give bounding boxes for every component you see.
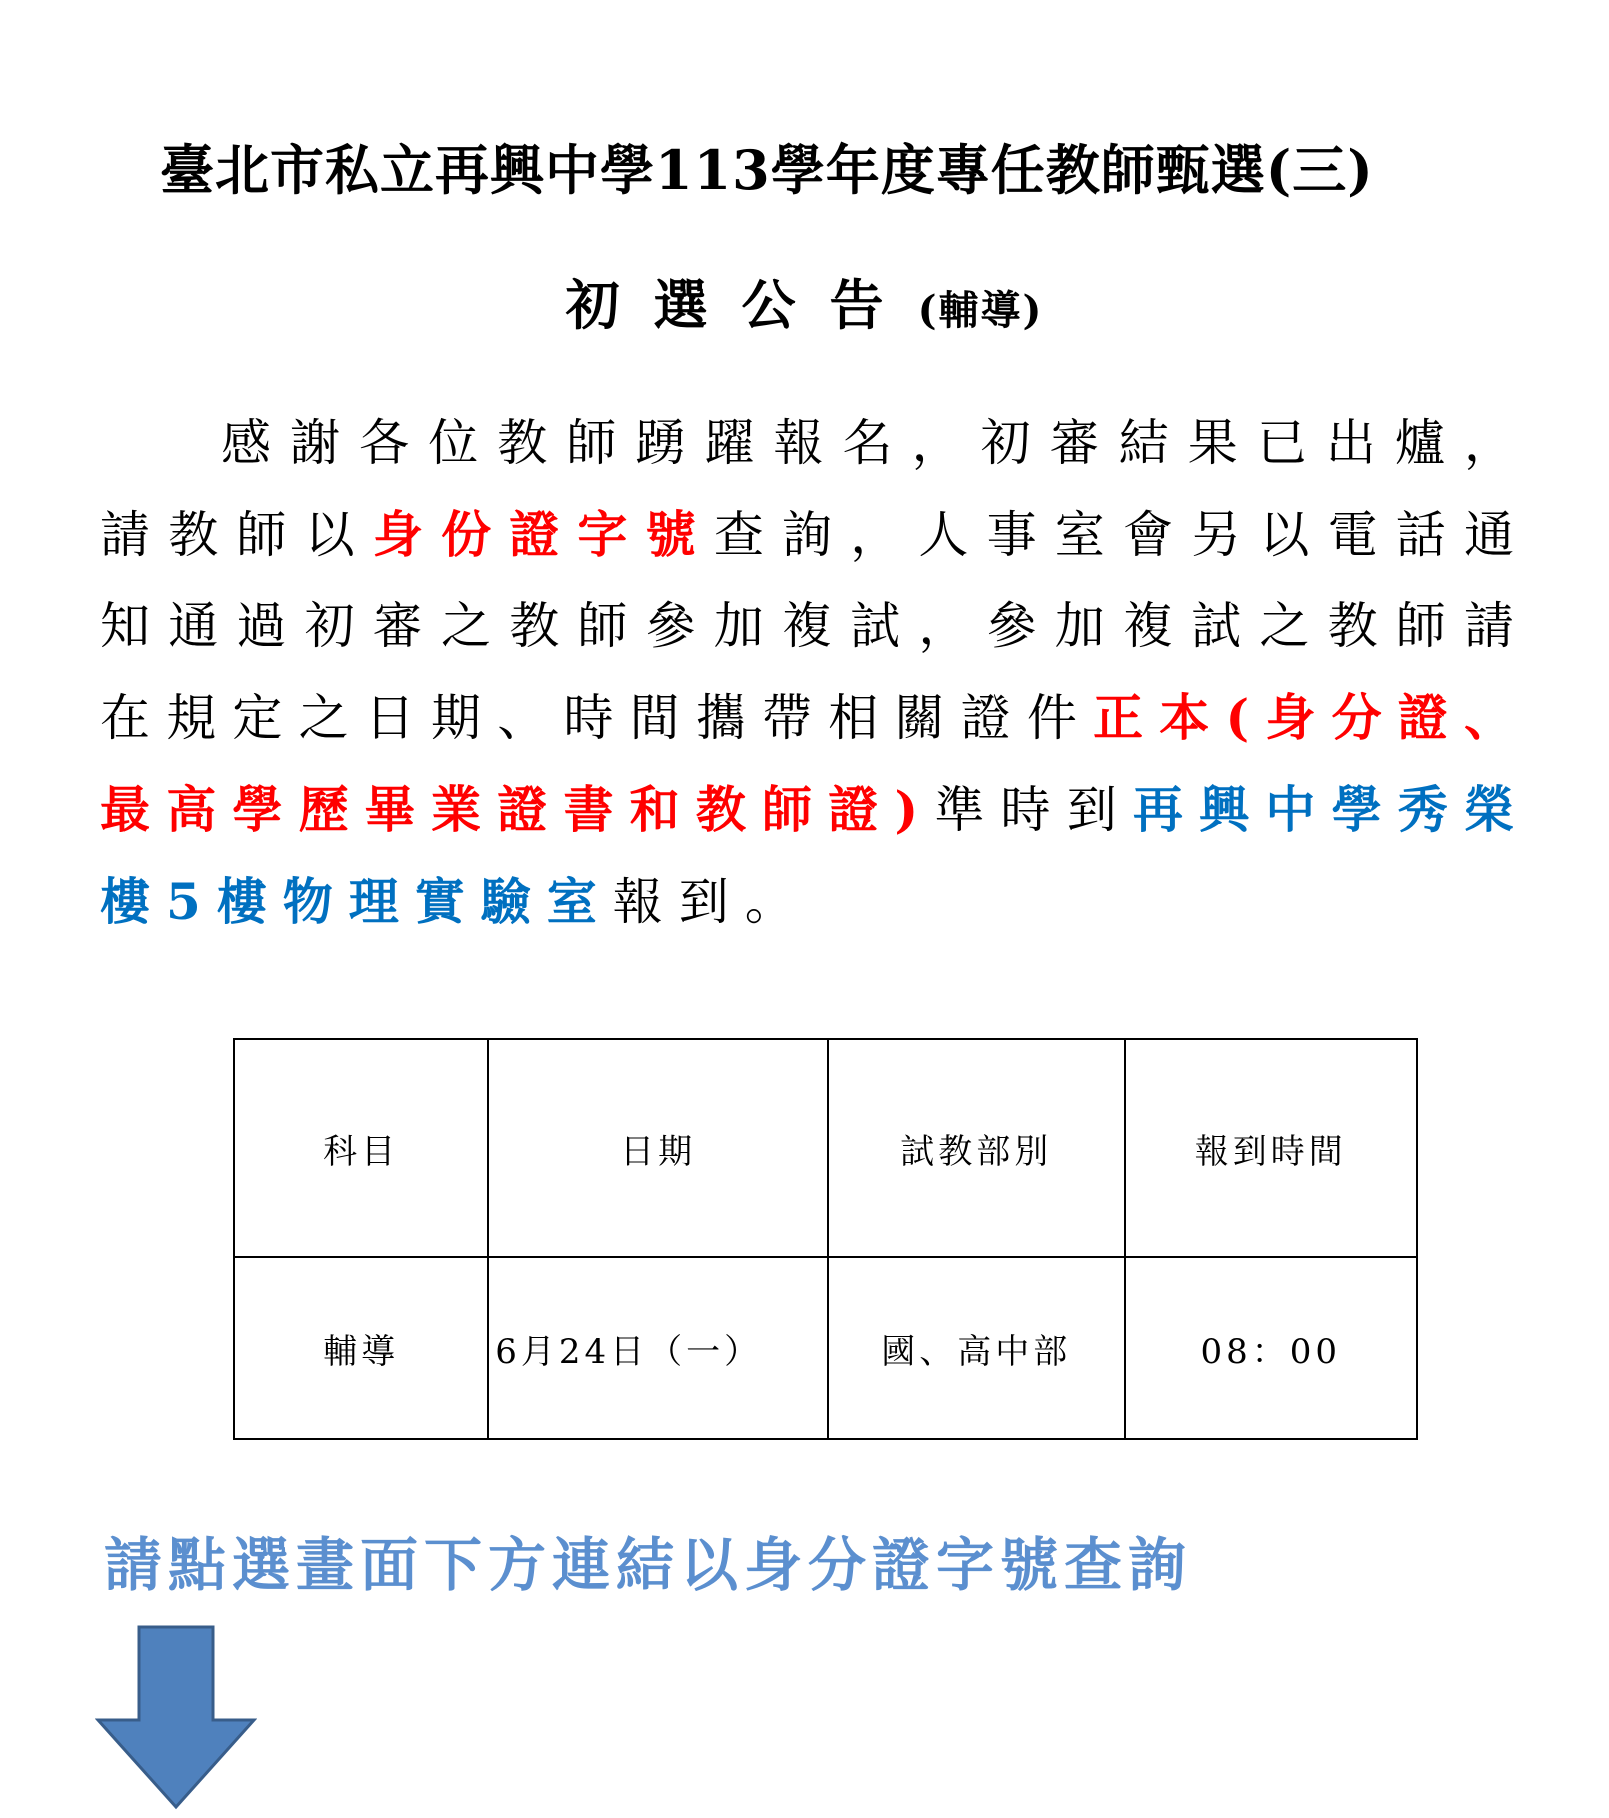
header-date: 日期 bbox=[488, 1039, 828, 1257]
table-header-row bbox=[234, 1039, 1417, 1257]
cell-checkin-time: 08：00 bbox=[1125, 1257, 1417, 1439]
notice-title: 臺北市私立再興中學113學年度專任教師甄選(三) bbox=[160, 138, 1374, 202]
down-arrow-icon bbox=[95, 1625, 257, 1810]
paragraph-to: 準時到 bbox=[934, 781, 1133, 839]
paragraph-intro: 感謝各位教師踴躍報名，初審結果已出爐，請教師以 bbox=[100, 414, 1530, 564]
cell-subject: 輔導 bbox=[234, 1257, 488, 1439]
location-highlight: 再興中學秀榮樓5樓物理實驗室 bbox=[100, 780, 1530, 931]
documents-highlight: 正本(身分證、最高學歷畢業證書和教師證) bbox=[100, 688, 1530, 839]
schedule-table bbox=[233, 1038, 1418, 1440]
subtitle-main: 初選公告 bbox=[565, 273, 918, 337]
notice-paragraph bbox=[100, 398, 1530, 948]
header-division: 試教部別 bbox=[828, 1039, 1125, 1257]
table-row bbox=[234, 1257, 1417, 1439]
notice-subtitle bbox=[0, 263, 1609, 340]
header-subject: 科目 bbox=[234, 1039, 488, 1257]
id-number-highlight: 身份證字號 bbox=[372, 505, 714, 564]
subtitle-note: (輔導) bbox=[917, 287, 1044, 334]
cell-division: 國、高中部 bbox=[828, 1257, 1125, 1439]
query-instruction: 請點選畫面下方連結以身分證字號查詢 bbox=[104, 1531, 1193, 1599]
header-checkin-time: 報到時間 bbox=[1125, 1039, 1417, 1257]
cell-date: 6月24日（一） bbox=[488, 1257, 828, 1439]
paragraph-end: 報到。 bbox=[612, 873, 811, 931]
paragraph-mid: 查詢，人事室會另以電話通知通過初審之教師參加複試，參加複試之教師請在規定之日期、時間攜帶相關證件 bbox=[100, 506, 1531, 747]
